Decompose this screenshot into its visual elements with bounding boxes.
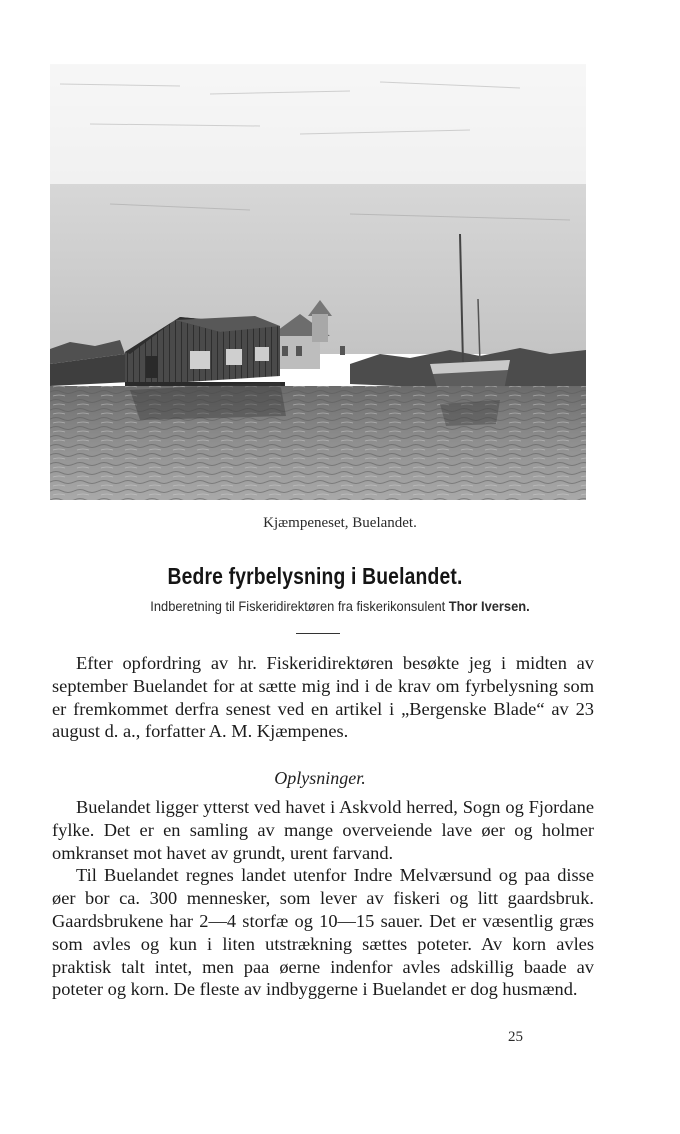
intro-paragraph: Efter opfordring av hr. Fiskeridirektøren besøkte jeg i midten av september Buelandet for at sætte mig ind i de krav om fyrbelysning som er fremkommet derfra senest ved en artikel i „Bergenske Blade“ av 23 august d. a., forfatter A. M. Kjæmpenes. xyxy=(52,653,594,742)
paragraph-2: Til Buelandet regnes landet utenfor Indre Melværsund og paa disse øer bor ca. 300 mennesker, som lever av fiskeri og litt gaardsbruk. Gaardsbrukene har 2—4 storfæ og 10—15 sauer. Det er væsentlig græs som avles og kun i liten utstrækning sættes poteter. Av korn avles praktisk talt intet, men paa øerne indenfor avles adskillig baade av poteter og korn. De fleste av indbyggerne i Buelandet er dog husmænd. xyxy=(52,865,594,1000)
author-name: Thor Iversen. xyxy=(448,598,530,614)
harbor-photograph xyxy=(50,64,586,500)
section-divider xyxy=(296,633,340,634)
photo-caption: Kjæmpeneset, Buelandet. xyxy=(263,515,417,531)
article-subtitle xyxy=(27,598,653,614)
intro-paragraph-block xyxy=(52,652,594,743)
page-number: 25 xyxy=(508,1029,523,1045)
subtitle-text: Indberetning til Fiskeridirektøren fra fiskerikonsulent xyxy=(150,598,446,614)
photo-illustration xyxy=(50,64,586,500)
body-paragraphs xyxy=(52,796,594,1001)
article-title: Bedre fyrbelysning i Buelandet. xyxy=(167,563,463,589)
section-heading: Oplysninger. xyxy=(274,768,366,788)
paragraph-1: Buelandet ligger ytterst ved havet i Askvold herred, Sogn og Fjordane fylke. Det er en samling av mange overveiende lave øer og holmer omkranset mot havet av grundt, urent farvand. xyxy=(52,797,594,863)
